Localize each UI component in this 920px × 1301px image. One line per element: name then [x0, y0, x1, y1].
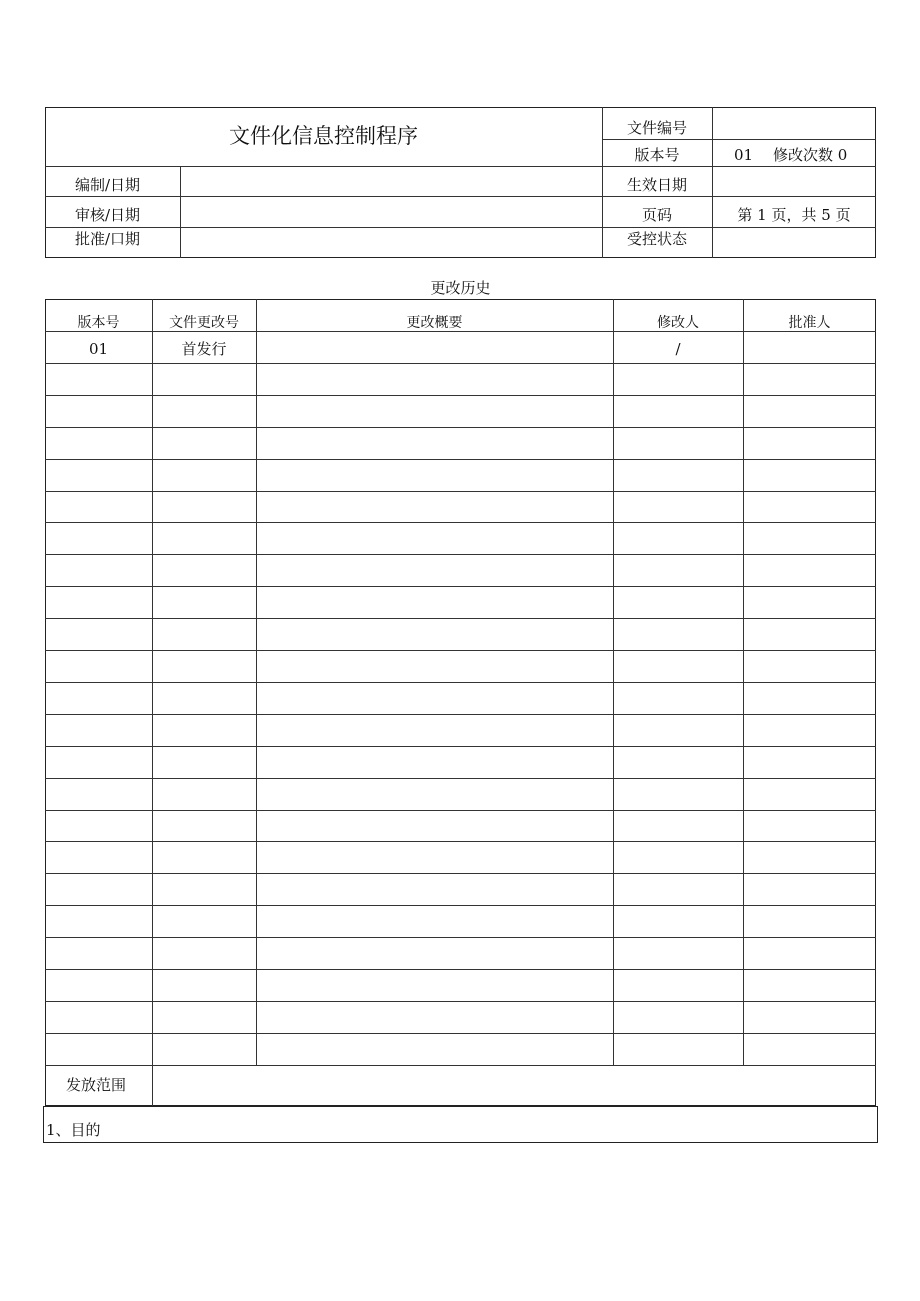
- history-row-line: [45, 1065, 876, 1066]
- history-row-line: [45, 427, 876, 428]
- history-row-line: [45, 905, 876, 906]
- row-1-change-no: 首发行: [181, 340, 227, 358]
- history-title: 更改历史: [430, 279, 491, 297]
- history-row-line: [45, 682, 876, 683]
- version-label: 版本号: [634, 146, 680, 164]
- version-value: 01: [734, 146, 754, 164]
- history-table: [45, 299, 876, 1106]
- history-row-line: [45, 714, 876, 715]
- history-row-line: [45, 363, 876, 364]
- history-row-line: [45, 1033, 876, 1034]
- history-row-line: [45, 810, 876, 811]
- column-header-approver: 批准人: [788, 315, 831, 331]
- column-header-summary: 更改概要: [406, 315, 463, 331]
- header-divider: [45, 227, 876, 228]
- section-box: [43, 1106, 878, 1143]
- history-row-line: [45, 331, 876, 332]
- distribution-label: 发放范围: [66, 1076, 127, 1094]
- history-row-line: [45, 522, 876, 523]
- history-row-line: [45, 650, 876, 651]
- history-column-divider: [152, 299, 153, 1106]
- history-row-line: [45, 873, 876, 874]
- history-row-line: [45, 618, 876, 619]
- doc-no-label: 文件编号: [626, 119, 687, 137]
- column-header-modifier: 修改人: [657, 315, 699, 331]
- history-row-line: [45, 586, 876, 587]
- history-row-line: [45, 841, 876, 842]
- header-divider: [712, 107, 713, 258]
- control-status-label: 受控状态: [626, 230, 687, 248]
- effective-date-label: 生效日期: [626, 176, 687, 194]
- revision-count: 修改次数 0: [773, 146, 848, 164]
- history-row-line: [45, 459, 876, 460]
- history-row-line: [45, 746, 876, 747]
- row-1-modifier: /: [675, 340, 681, 358]
- history-row-line: [45, 395, 876, 396]
- page-label: 页码: [641, 206, 672, 224]
- history-row-line: [45, 491, 876, 492]
- reviewed-label: 审核/日期: [75, 206, 141, 224]
- section-heading: 1、目的: [46, 1121, 101, 1139]
- history-row-line: [45, 937, 876, 938]
- prepared-label: 编制/日期: [75, 176, 141, 194]
- history-row-line: [45, 969, 876, 970]
- history-row-line: [45, 778, 876, 779]
- header-divider: [180, 166, 181, 258]
- column-header-change-no: 文件更改号: [169, 315, 239, 331]
- column-header-version: 版本号: [77, 315, 120, 331]
- document-title: 文件化信息控制程序: [229, 124, 418, 148]
- header-divider: [45, 196, 876, 197]
- history-row-line: [45, 554, 876, 555]
- header-divider: [45, 166, 876, 167]
- approved-label: 批准/口期: [75, 230, 141, 248]
- page-value: 第 1 页，共 5 页: [737, 206, 851, 224]
- history-row-line: [45, 1001, 876, 1002]
- header-divider: [602, 139, 876, 140]
- row-1-version: 01: [88, 340, 109, 358]
